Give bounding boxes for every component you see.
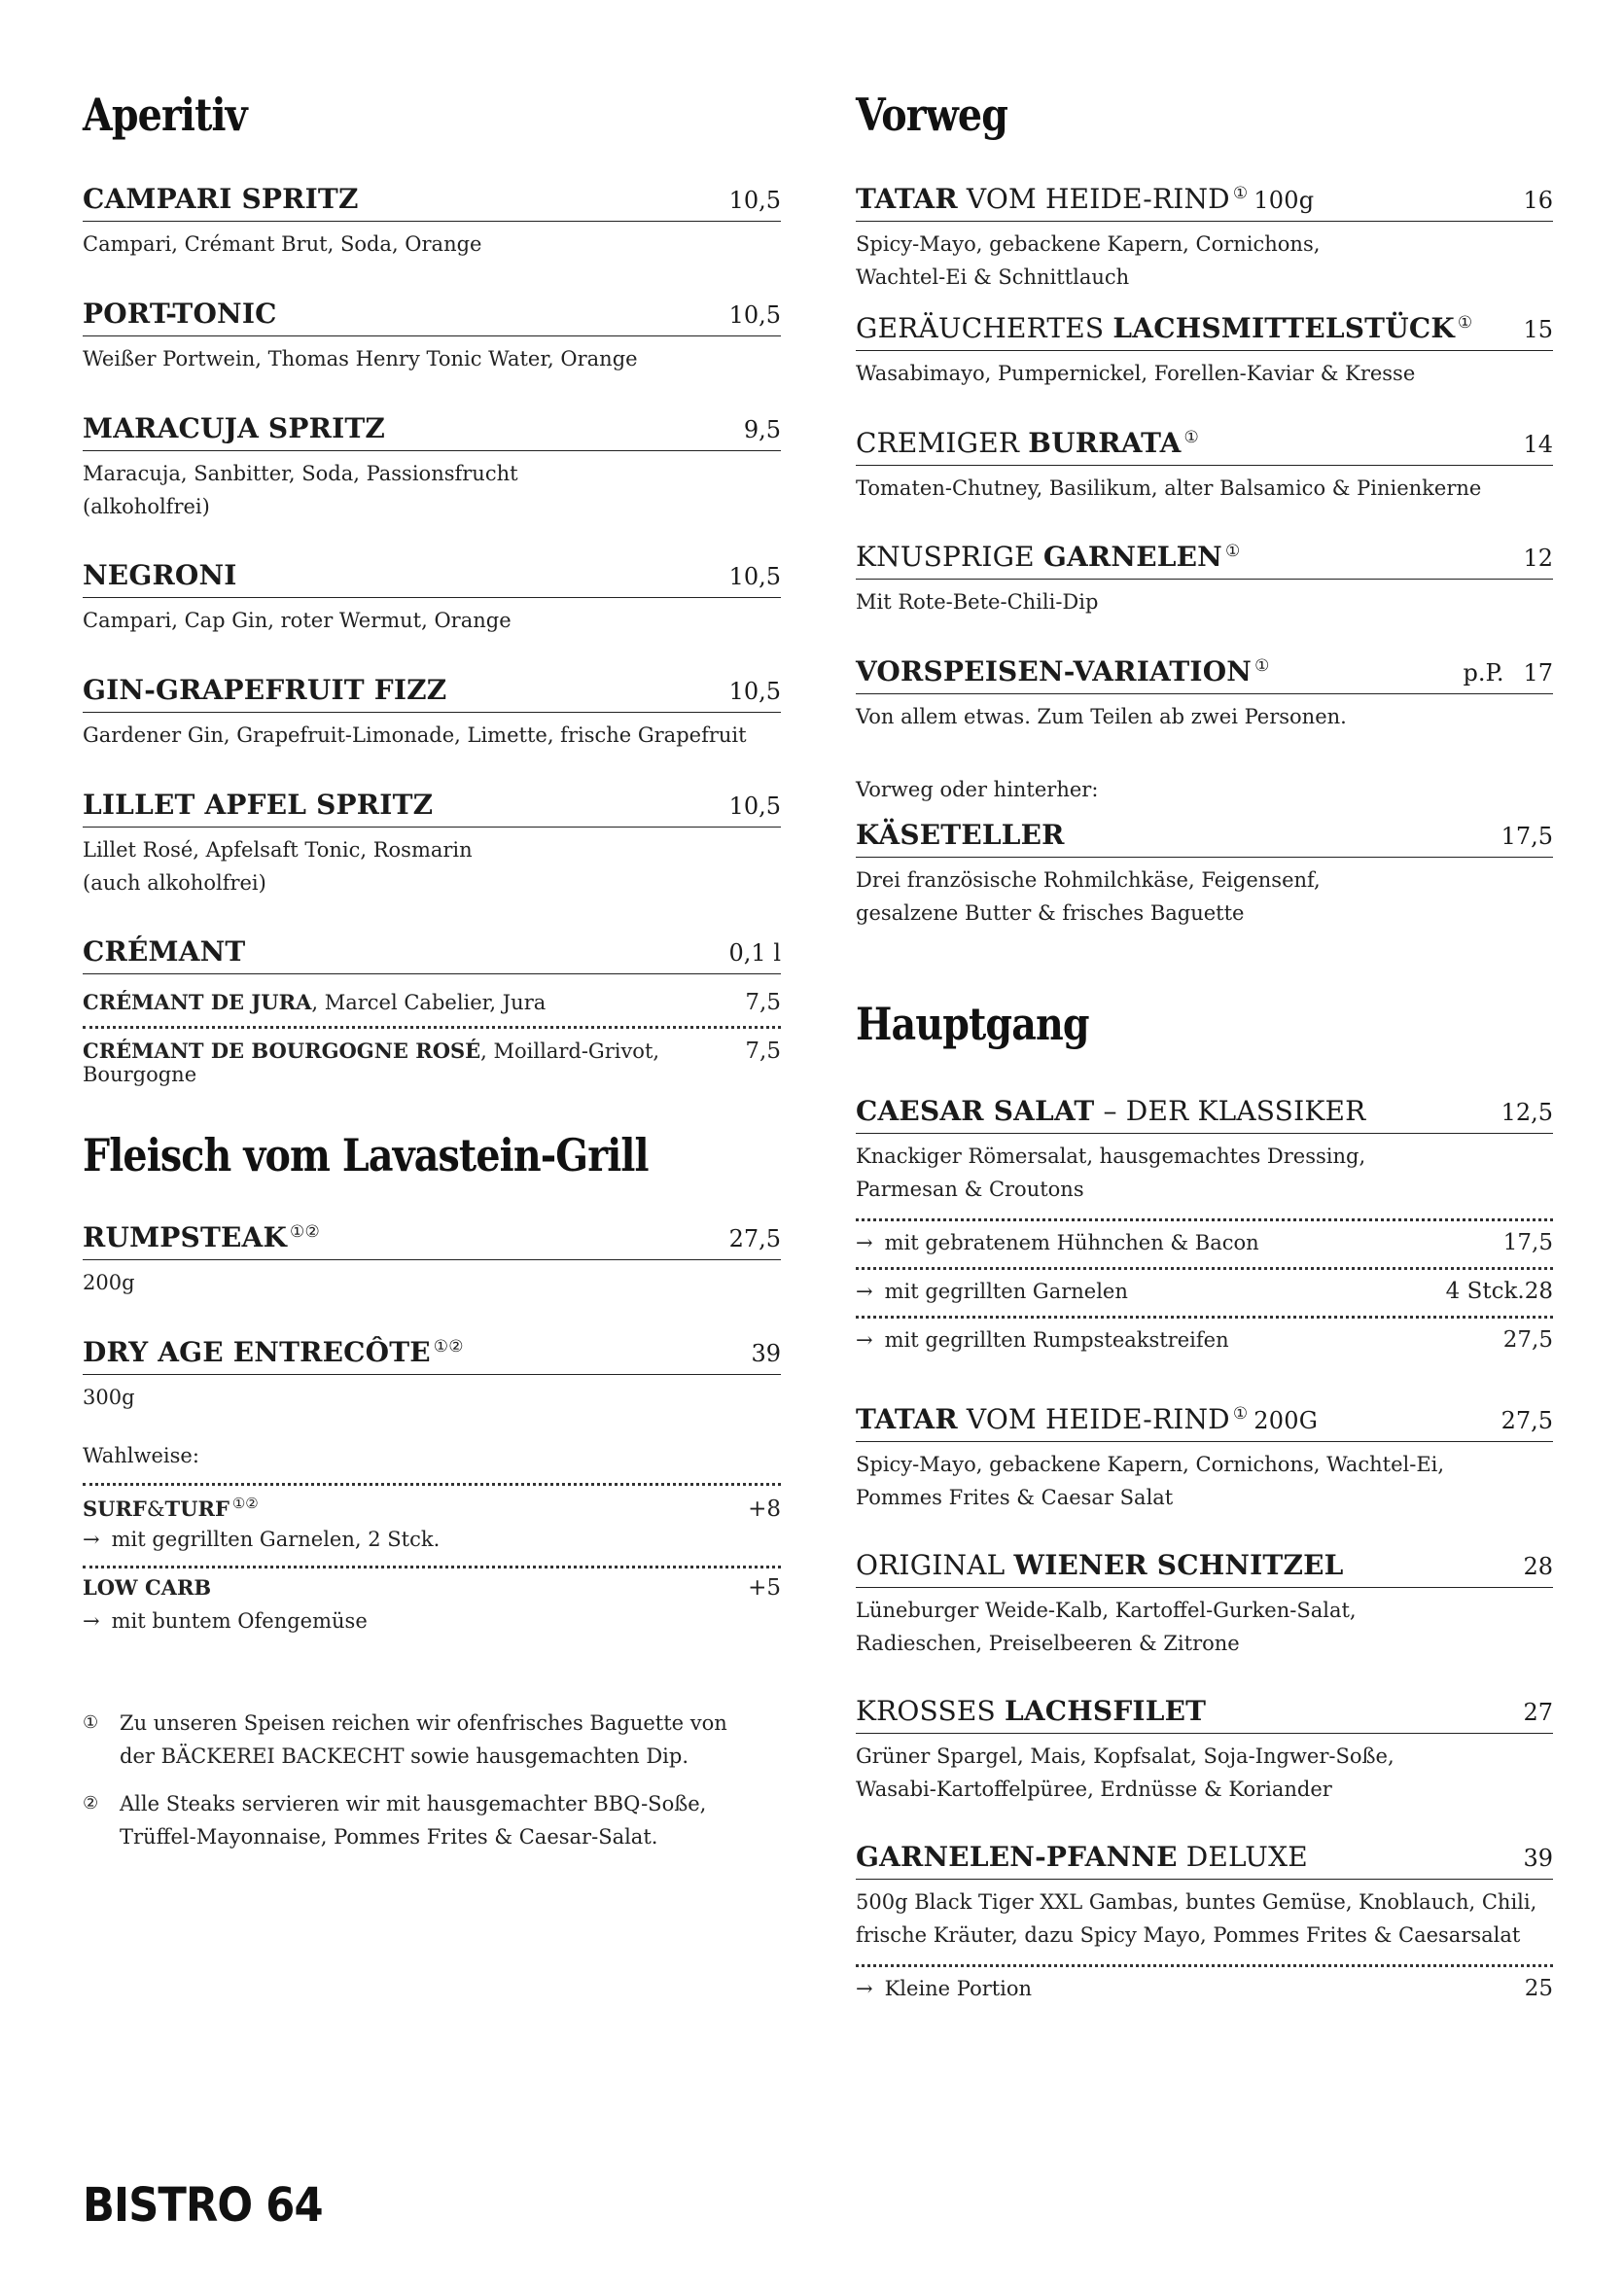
dotted-divider [856,1316,1553,1319]
item-head [83,1221,781,1260]
item-price [1464,659,1553,687]
item-name-bold: LACHSMITTELSTÜCK [1112,312,1455,344]
pfanne-option [856,1976,1553,2001]
item-name [83,1336,464,1368]
item-description: 300g [83,1386,135,1409]
footnote-line: Alle Steaks servieren wir mit hausgemachter BBQ-Soße, [120,1792,707,1815]
option-low-carb [83,1575,781,1601]
dotted-divider [856,1267,1553,1270]
per-person-label: p.P. [1463,659,1504,687]
option-text: mit gebratenem Hühnchen & Bacon [884,1231,1259,1254]
caesar-option [856,1279,1553,1304]
item-head [856,427,1553,466]
item-head [856,655,1553,694]
option-price: 17,5 [1502,1230,1553,1255]
item-name-bold: TATAR [856,1403,958,1435]
description-line: Drei französische Rohmilchkäse, Feigensenf, [856,868,1321,892]
option-label [856,1977,1032,2000]
item-head [83,935,781,974]
item-head [83,559,781,598]
option-detail-text: mit gegrillten Garnelen, 2 Stck. [111,1528,441,1551]
item-name-bold: WIENER SCHNITZEL [1013,1549,1344,1581]
item-quantity: 100g [1253,187,1315,214]
menu-item-tatar-vorweg [856,183,1553,294]
hauptgang-title: Hauptgang [856,998,1089,1050]
item-name-bold: TATAR [856,183,958,215]
item-description [83,833,781,899]
item-price: 27,5 [728,1225,781,1252]
item-head [856,541,1553,580]
item-name: CAMPARI SPRITZ [83,183,359,215]
sub-item-label [83,990,546,1014]
sub-item-label [83,1039,745,1086]
footnote-line: der BÄCKEREI BACKECHT sowie hausgemachten Dip. [120,1744,689,1768]
description-line: Lillet Rosé, Apfelsaft Tonic, Rosmarin [83,838,473,862]
fleisch-title: Fleisch vom Lavastein-Grill [83,1129,649,1181]
item-price: 14 [1523,431,1553,458]
footnote-marker: ① [1224,541,1241,561]
option-label [856,1280,1128,1303]
item-name [856,427,1199,459]
item-name-light: DELUXE [1177,1841,1308,1873]
arrow-icon: → [856,1328,873,1352]
item-name: MARACUJA SPRITZ [83,412,386,444]
sub-item-detail: , Marcel Cabelier, Jura [311,991,547,1014]
description-line: Radieschen, Preiselbeeren & Zitrone [856,1632,1240,1655]
description-line: Wachtel-Ei & Schnittlauch [856,265,1130,289]
menu-item-lillet-apfel-spritz [83,789,781,899]
item-name-bold: GARNELEN-PFANNE [856,1841,1178,1873]
footnote-number: ② [83,1793,99,1814]
footnote-marker: ① [1183,427,1199,447]
dotted-divider [83,1483,781,1486]
menu-item-gin-grapefruit-fizz [83,674,781,752]
menu-item-vorspeisen-variation [856,655,1553,733]
dotted-divider [83,1026,781,1029]
item-head [83,298,781,336]
vorweg-title: Vorweg [856,88,1008,141]
item-name [856,1095,1365,1127]
description-line: Knackiger Römersalat, hausgemachtes Dressing, [856,1145,1366,1168]
sub-item-name: CRÉMANT DE JURA [83,990,312,1014]
menu-item-wiener-schnitzel [856,1549,1553,1660]
description-line: Wasabi-Kartoffelpüree, Erdnüsse & Koriander [856,1778,1332,1801]
item-name: LILLET APFEL SPRITZ [83,789,434,821]
menu-item-cremant [83,935,781,974]
option-detail-text: mit buntem Ofengemüse [111,1609,368,1633]
item-description: Weißer Portwein, Thomas Henry Tonic Water, Orange [83,347,638,370]
menu-item-lachsfilet [856,1695,1553,1806]
item-price: 10,5 [728,678,781,705]
caesar-option [856,1230,1553,1255]
option-price [1446,1279,1553,1304]
item-head [83,674,781,713]
dotted-divider [856,1964,1553,1967]
option-text: Kleine Portion [884,1977,1033,2000]
item-head [83,183,781,222]
item-name [856,1549,1344,1581]
menu-item-kaeseteller [856,819,1553,930]
description-line: gesalzene Butter & frisches Baguette [856,901,1245,925]
menu-item-negroni [83,559,781,637]
item-name: GIN-GRAPEFRUIT FIZZ [83,674,447,706]
item-head [856,1841,1553,1880]
arrow-icon: → [856,1231,873,1254]
item-name [83,1221,320,1253]
description-line: 500g Black Tiger XXL Gambas, buntes Gemüse, Knoblauch, Chili, [856,1890,1537,1914]
item-price: 12 [1523,545,1553,572]
option-text: mit gegrillten Rumpsteakstreifen [884,1328,1229,1352]
item-name-bold: VORSPEISEN-VARIATION [856,655,1253,687]
item-price: 9,5 [743,416,781,443]
item-head [856,1403,1553,1442]
item-name: PORT-TONIC [83,298,277,330]
footnote-marker: ①② [231,1495,259,1512]
dotted-divider [83,1566,781,1568]
arrow-icon: → [83,1528,100,1551]
sub-item-price: 7,5 [745,1039,781,1064]
item-head [856,819,1553,858]
cremant-sub-item [83,1039,781,1086]
item-description: Mit Rote-Bete-Chili-Dip [856,590,1099,614]
footnote [83,1787,781,1853]
item-name-bold: LACHSFILET [1004,1695,1207,1727]
option-price: +5 [748,1575,781,1601]
item-head [83,1336,781,1375]
caesar-option [856,1327,1553,1353]
option-price: 25 [1524,1976,1553,2001]
item-name-light: ORIGINAL [856,1549,1014,1581]
item-price: 16 [1523,187,1553,214]
item-name-light: – DER KLASSIKER [1094,1095,1366,1127]
item-name-light: VOM HEIDE-RIND [957,1403,1230,1435]
description-line: Grüner Spargel, Mais, Kopfsalat, Soja-Ingwer-Soße, [856,1744,1395,1768]
footnote-marker: ①② [433,1336,464,1356]
item-description: Von allem etwas. Zum Teilen ab zwei Personen. [856,705,1347,728]
item-description: Gardener Gin, Grapefruit-Limonade, Limette, frische Grapefruit [83,723,747,747]
item-name-bold: BURRATA [1028,427,1182,459]
item-name [856,1403,1318,1435]
item-size: 0,1 l [728,939,781,967]
item-name [856,312,1472,344]
ampersand: & [146,1497,165,1521]
footnote [83,1707,781,1773]
item-head [856,1095,1553,1134]
menu-item-port-tonic [83,298,781,375]
item-name [856,1695,1206,1727]
footnote-number: ① [83,1712,99,1733]
item-price-value: 17 [1523,659,1553,687]
option-detail [83,1609,781,1633]
vorweg-note: Vorweg oder hinterher: [856,778,1099,801]
option-detail [83,1528,781,1551]
item-head [856,183,1553,222]
menu-item-lachsmittelstueck [856,312,1553,390]
footnote-marker: ① [1232,183,1249,203]
footnote-marker: ① [1254,655,1270,676]
item-price: 10,5 [728,301,781,329]
item-price: 10,5 [728,563,781,590]
item-price: 27,5 [1500,1407,1553,1434]
item-head [83,412,781,451]
item-price: 39 [751,1340,781,1367]
item-quantity: 200G [1253,1407,1319,1434]
dotted-divider [856,1218,1553,1221]
description-line: Pommes Frites & Caesar Salat [856,1486,1174,1509]
item-name-text: RUMPSTEAK [83,1221,287,1253]
option-label [856,1328,1229,1352]
option-price-value: 28 [1524,1279,1553,1304]
item-name-light: CREMIGER [856,427,1029,459]
arrow-icon: → [856,1280,873,1303]
option-price: 27,5 [1502,1327,1553,1353]
menu-item-burrata [856,427,1553,505]
item-description: Campari, Crémant Brut, Soda, Orange [83,232,482,256]
item-price: 15 [1523,316,1553,343]
cremant-sub-item [83,990,781,1015]
item-head [856,1549,1553,1588]
item-name-light: KNUSPRIGE [856,541,1043,573]
menu-item-garnelen [856,541,1553,618]
menu-item-garnelen-pfanne [856,1841,1553,1952]
option-price: +8 [748,1497,781,1522]
item-price: 39 [1523,1845,1553,1872]
menu-item-campari-spritz [83,183,781,261]
item-name-bold: CAESAR SALAT [856,1095,1095,1127]
wahlweise-label: Wahlweise: [83,1444,199,1467]
option-label [856,1231,1259,1254]
item-price: 12,5 [1500,1099,1553,1126]
item-description [856,1740,1553,1806]
item-price: 10,5 [728,187,781,214]
description-line: Maracuja, Sanbitter, Soda, Passionsfrucht [83,462,518,485]
item-description [856,1448,1553,1514]
footnote-marker: ① [1232,1403,1249,1424]
item-name [856,183,1314,215]
item-price: 10,5 [728,793,781,820]
menu-item-maracuja-spritz [83,412,781,523]
item-description [856,1885,1553,1952]
description-line: Spicy-Mayo, gebackene Kapern, Cornichons, Wachtel-Ei, [856,1453,1445,1476]
item-name-light: KROSSES [856,1695,1005,1727]
item-description: Campari, Cap Gin, roter Wermut, Orange [83,609,512,632]
item-name [856,1841,1308,1873]
sub-item-name: CRÉMANT DE BOURGOGNE ROSÉ [83,1039,481,1063]
option-name: TURF [164,1497,229,1521]
item-name-light: VOM HEIDE-RIND [957,183,1230,215]
item-price: 27 [1523,1699,1553,1726]
item-description: Wasabimayo, Pumpernickel, Forellen-Kaviar & Kresse [856,362,1416,385]
menu-item-entrecote [83,1336,781,1414]
item-description [856,863,1553,930]
item-name-bold: GARNELEN [1042,541,1222,573]
arrow-icon: → [856,1977,873,2000]
footnote-marker: ① [1457,312,1473,333]
menu-item-rumpsteak [83,1221,781,1299]
item-description [856,228,1553,294]
description-line: (alkoholfrei) [83,495,210,518]
item-head [856,312,1553,351]
description-line: Lüneburger Weide-Kalb, Kartoffel-Gurken-Salat, [856,1599,1357,1622]
item-description [856,1140,1553,1206]
description-line: Spicy-Mayo, gebackene Kapern, Cornichons, [856,232,1321,256]
menu-item-caesar-salat [856,1095,1553,1206]
item-price: 17,5 [1500,823,1553,850]
option-name: SURF [83,1497,147,1521]
footnote-marker: ①② [290,1221,320,1242]
option-label [83,1495,259,1521]
item-name [856,655,1270,687]
aperitiv-title: Aperitiv [83,88,247,141]
description-line: (auch alkoholfrei) [83,871,266,895]
option-name: LOW CARB [83,1575,212,1600]
arrow-icon: → [83,1609,100,1633]
item-name: NEGRONI [83,559,237,591]
sub-item-detail: , Moillard-Grivot, Bourgogne [83,1039,660,1086]
item-description [83,457,781,523]
bistro-logo: BISTRO 64 [83,2178,323,2233]
description-line: Parmesan & Croutons [856,1178,1084,1201]
item-description: 200g [83,1271,135,1294]
item-head [856,1695,1553,1734]
menu-item-tatar-hauptgang [856,1403,1553,1514]
option-text: mit gegrillten Garnelen [884,1280,1128,1303]
option-extra: 4 Stck. [1445,1279,1525,1304]
item-name-light: GERÄUCHERTES [856,312,1113,344]
item-description [856,1594,1553,1660]
item-head [83,789,781,828]
item-name [856,541,1240,573]
footnote-line: Trüffel-Mayonnaise, Pommes Frites & Caesar-Salat. [120,1825,658,1849]
description-line: frische Kräuter, dazu Spicy Mayo, Pommes Frites & Caesarsalat [856,1923,1521,1947]
item-name: KÄSETELLER [856,819,1065,851]
sub-item-price: 7,5 [745,990,781,1015]
item-name: CRÉMANT [83,935,246,968]
item-name-text: DRY AGE ENTRECÔTE [83,1336,431,1368]
option-surf-turf [83,1495,781,1522]
item-description: Tomaten-Chutney, Basilikum, alter Balsamico & Pinienkerne [856,476,1482,500]
footnote-line: Zu unseren Speisen reichen wir ofenfrisches Baguette von [120,1711,727,1735]
item-price: 28 [1523,1553,1553,1580]
